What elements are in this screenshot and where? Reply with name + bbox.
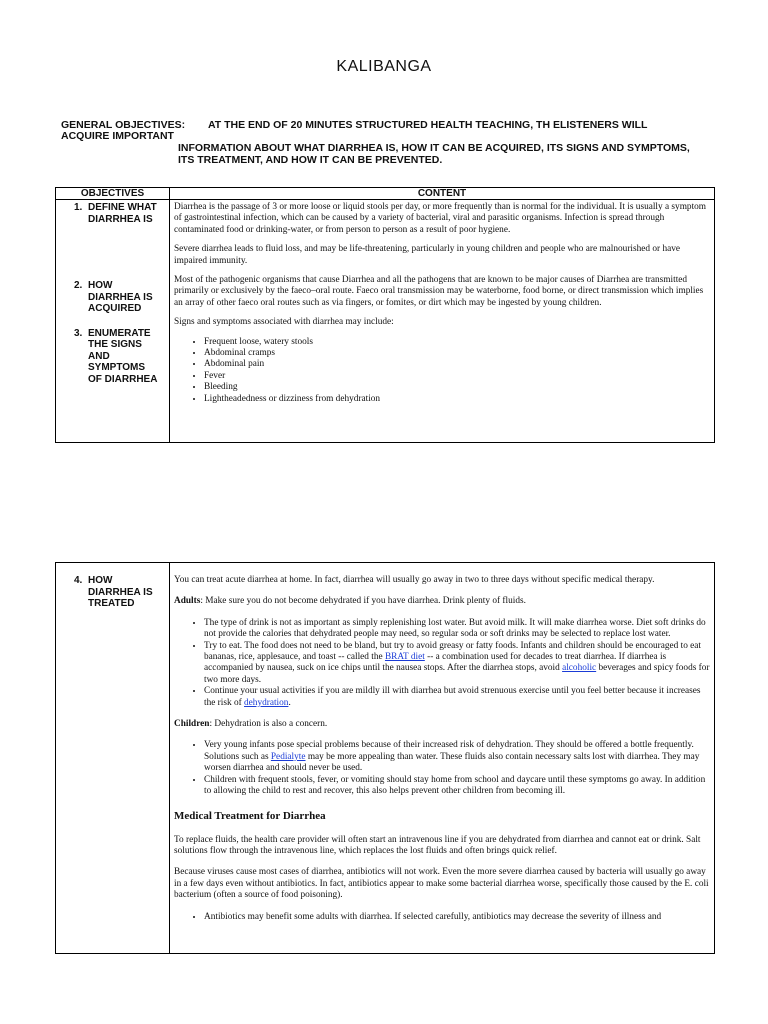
adults-list xyxy=(174,618,710,709)
list-item: • Continue your usual activities if you are mildly ill with diarrhea but avoid strenuous exercise until you feel better because it increases the risk of dehydration. xyxy=(204,686,710,709)
objective-item: 4. HOW DIARRHEA IS TREATED xyxy=(74,575,153,609)
objectives-cell xyxy=(56,200,170,443)
fluids-paragraph: To replace fluids, the health care provider will often start an intravenous line if you are dehydrated from diarrhea and cannot eat or drink. Salt solutions flow through the intravenous line, which replaces the lost fluids and often brings quick relief. xyxy=(174,834,701,856)
adults-paragraph: Adults: Make sure you do not become dehydrated if you have diarrhea. Drink plenty of fluids. xyxy=(174,596,526,607)
alcoholic-link[interactable]: alcoholic xyxy=(562,663,597,674)
list-item: • Antibiotics may benefit some adults with diarrhea. If selected carefully, antibiotics may decrease the severity of illness and xyxy=(204,912,710,923)
general-objectives-line2: ACQUIRE IMPORTANT xyxy=(61,130,174,142)
pedialyte-link[interactable]: Pedialyte xyxy=(270,751,306,762)
general-objectives-rest: INFORMATION ABOUT WHAT DIARRHEA IS, HOW IT CAN BE ACQUIRED, ITS SIGNS AND SYMPTOMS, ITS TREATMENT, AND HOW IT CAN BE PREVENTED. xyxy=(178,142,690,166)
objectives-cell xyxy=(56,563,170,954)
list-item: • Very young infants pose special problems because of their increased risk of dehydration. They should be offered a bottle frequently. Solutions such as Pedialyte may be more appealing than water. These fluids also contain necessary salts lost with diarrhea. They may worsen diarrhea and should never be used. xyxy=(204,740,710,774)
treatment-intro: You can treat acute diarrhea at home. In fact, diarrhea will usually go away in two to three days without specific medical therapy. xyxy=(174,575,655,585)
page-title: KALIBANGA xyxy=(336,58,432,75)
list-item: • Abdominal pain xyxy=(204,359,710,370)
list-item: • Lightheadedness or dizziness from dehydration xyxy=(204,394,710,405)
general-objectives-label: GENERAL OBJECTIVES: xyxy=(61,119,186,131)
content-cell xyxy=(170,200,715,443)
symptoms-intro: Signs and symptoms associated with diarrhea may include: xyxy=(174,317,394,328)
list-item: • Try to eat. The food does not need to be bland, but try to avoid greasy or fatty foods. Infants and children should be encouraged to eat bananas, rice, applesauce, and toast -- called the BRAT diet -- a combination used for decades to treat diarrhea. If diarrhea is accompanied by nausea, suck on ice chips until the nausea stops. After the diarrhea stops, avoid alcoholic beverages and spicy foods for two more days. xyxy=(204,641,710,687)
adults-label: Adults xyxy=(174,596,201,607)
header-objectives: OBJECTIVES xyxy=(56,188,170,200)
objective-item: 2. HOW DIARRHEA IS ACQUIRED xyxy=(74,280,153,314)
dehydration-link[interactable]: dehydration xyxy=(244,697,289,708)
antibiotics-paragraph: Because viruses cause most cases of diarrhea, antibiotics will not work. Even the more severe diarrhea caused by bacteria will usually go away in a few days even without antibiotics. In fact, antibiotics appear to make some bacterial diarrhea worse, specifically those caused by the E. coli bacterium (often a source of food poisoning). xyxy=(174,867,709,901)
content-cell xyxy=(170,563,715,954)
antibiotics-list xyxy=(174,912,710,923)
children-paragraph: Children: Dehydration is also a concern. xyxy=(174,719,328,730)
symptoms-list xyxy=(174,337,710,405)
objectives-table-1 xyxy=(55,187,715,443)
transmission-paragraph: Most of the pathogenic organisms that cause Diarrhea and all the pathogens that are known to be major causes of Diarrhea are transmitted primarily or exclusively by the faeco–oral route. Faeco oral transmission may be waterborne, food borne, or direct transmission which implies an array of other faeco oral routes such as via fingers, or fomites, or dirt which may be ingested by young children. xyxy=(174,275,704,308)
objective-item: 1. DEFINE WHAT DIARRHEA IS xyxy=(74,202,157,225)
list-item: • Fever xyxy=(204,371,710,382)
header-content: CONTENT xyxy=(170,188,715,200)
list-item: • Frequent loose, watery stools xyxy=(204,337,710,348)
list-item: • The type of drink is not as important as simply replenishing lost water. But avoid milk. It will make diarrhea worse. Diet soft drinks do not provide the calories that dehydrated people may need, so regular soda or soft drinks may be selected to replace lost water. xyxy=(204,618,710,641)
brat-diet-link[interactable]: BRAT diet xyxy=(384,652,425,663)
severity-paragraph: Severe diarrhea leads to fluid loss, and may be life-threatening, particularly in young children and people who are malnourished or have impaired immunity. xyxy=(174,244,680,266)
children-label: Children xyxy=(174,719,210,730)
children-list xyxy=(174,740,710,797)
list-item: • Children with frequent stools, fever, or vomiting should stay home from school and daycare until these symptoms go away. In addition to allowing the child to rest and recover, this also helps prevent other children from becoming ill. xyxy=(204,775,710,798)
definition-paragraph: Diarrhea is the passage of 3 or more loose or liquid stools per day, or more frequently than is normal for the individual. It is usually a symptom of gastrointestinal infection, which can be caused by a variety of bacterial, viral and parasitic organisms. Infection is spread through contaminated food or drinking-water, or from person to person as a result of poor hygiene. xyxy=(174,202,707,235)
medical-treatment-heading: Medical Treatment for Diarrhea xyxy=(174,809,326,822)
list-item: • Abdominal cramps xyxy=(204,348,710,359)
general-objectives-line1: AT THE END OF 20 MINUTES STRUCTURED HEALTH TEACHING, TH ELISTENERS WILL xyxy=(208,119,648,131)
list-item: • Bleeding xyxy=(204,382,710,393)
objectives-table-2 xyxy=(55,562,715,954)
objective-item: 3. ENUMERATE THE SIGNS AND SYMPTOMS OF DIARRHEA xyxy=(74,327,158,385)
